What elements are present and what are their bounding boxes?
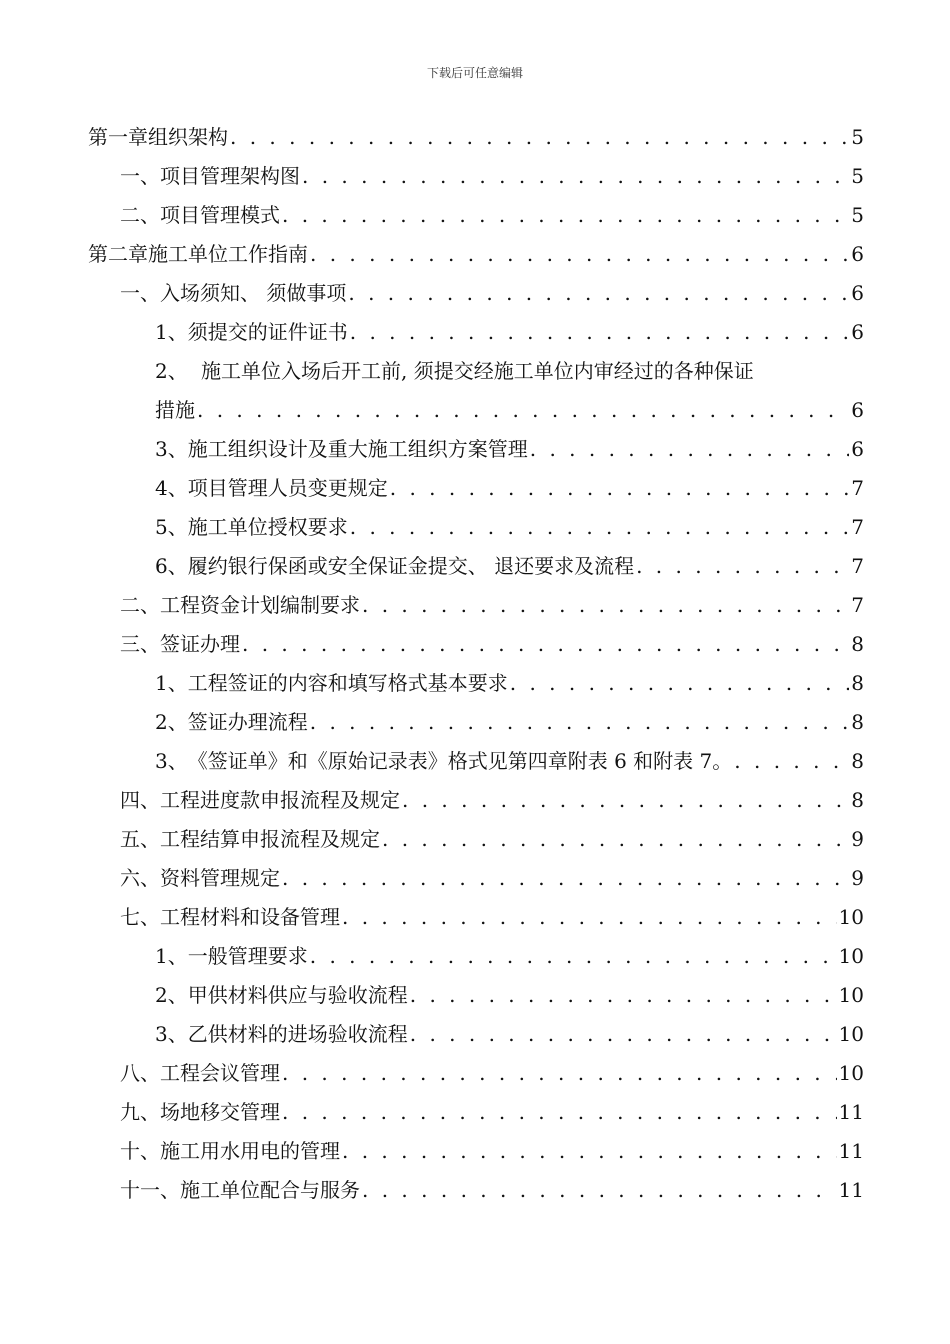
- toc-page-number: 7: [851, 515, 864, 539]
- toc-entry-line: [155, 508, 864, 547]
- toc-dot-leader: [390, 469, 850, 508]
- toc-entry-line: [155, 469, 864, 508]
- toc-dot-leader: [348, 274, 849, 313]
- toc-entry[interactable]: [0, 976, 950, 1015]
- toc-entry[interactable]: [0, 1171, 950, 1210]
- toc-dot-leader: [350, 313, 850, 352]
- toc-page-number: 6: [851, 281, 864, 305]
- toc-page-number: 5: [851, 125, 864, 149]
- toc-page-number: 7: [851, 554, 864, 578]
- toc-entry-number: 1、: [155, 944, 188, 968]
- toc-entry-number: 二、: [120, 593, 160, 617]
- toc-entry-title: 施工单位配合与服务: [180, 1178, 360, 1202]
- toc-entry[interactable]: [0, 235, 950, 274]
- toc-entry-line: [155, 352, 864, 391]
- toc-page-number: 7: [851, 593, 864, 617]
- toc-entry-number: 3、: [155, 749, 188, 773]
- toc-entry-title-continued: 措施: [155, 398, 195, 422]
- toc-entry-line: [120, 781, 864, 820]
- toc-page-number: 11: [838, 1139, 864, 1163]
- toc-entry[interactable]: [0, 352, 950, 391]
- toc-dot-leader: [350, 508, 850, 547]
- toc-dot-leader: [402, 781, 849, 820]
- toc-entry-line: [88, 235, 864, 274]
- toc-dot-leader: [410, 1015, 837, 1054]
- toc-dot-leader: [230, 118, 849, 157]
- toc-page-number: 10: [838, 944, 864, 968]
- toc-entry-title: 工程进度款申报流程及规定: [160, 788, 400, 812]
- toc-entry-title: 资料管理规定: [160, 866, 280, 890]
- toc-dot-leader: [342, 1132, 837, 1171]
- page-header: 下载后可任意编辑: [426, 66, 523, 80]
- toc-entry[interactable]: [0, 547, 950, 586]
- toc-entry-title: 甲供材料供应与验收流程: [187, 983, 408, 1007]
- toc-entry-number: 十、: [120, 1139, 160, 1163]
- toc-entry-number: 五、: [120, 827, 160, 851]
- toc-entry-line: [155, 430, 864, 469]
- toc-entry-line: [120, 820, 864, 859]
- toc-page-number: 11: [838, 1100, 864, 1124]
- toc-page-number: 10: [838, 983, 864, 1007]
- toc-entry-title: 履约银行保函或安全保证金提交、 退还要求及流程: [187, 554, 635, 578]
- toc-entry[interactable]: [0, 196, 950, 235]
- toc-dot-leader: [302, 157, 849, 196]
- toc-entry-line: [120, 274, 864, 313]
- toc-entry-title: 《签证单》和《原始记录表》格式见第四章附表 6 和附表 7。: [187, 749, 733, 773]
- toc-entry[interactable]: [0, 469, 950, 508]
- toc-entry-title: 工程结算申报流程及规定: [160, 827, 380, 851]
- toc-entry-title: 工程资金计划编制要求: [160, 593, 360, 617]
- toc-entry-line: [155, 391, 864, 430]
- toc-entry[interactable]: [0, 664, 950, 703]
- toc-dot-leader: [197, 391, 849, 430]
- toc-dot-leader: [636, 547, 849, 586]
- toc-entry-line: [155, 313, 864, 352]
- toc-entry-number: 六、: [120, 866, 160, 890]
- toc-dot-leader: [310, 235, 849, 274]
- toc-entry[interactable]: [0, 1054, 950, 1093]
- toc-entry-number: 第二章: [88, 242, 148, 266]
- toc-entry-number: 4、: [155, 476, 188, 500]
- toc-entry-number: 5、: [155, 515, 188, 539]
- toc-entry-title: 签证办理流程: [187, 710, 308, 734]
- toc-entry-title: 施工单位入场后开工前, 须提交经施工单位内审经过的各种保证: [201, 359, 754, 383]
- toc-entry-line: [155, 664, 864, 703]
- toc-dot-leader: [530, 430, 850, 469]
- toc-entry-line: [120, 859, 864, 898]
- toc-dot-leader: [342, 898, 837, 937]
- toc-entry[interactable]: [0, 586, 950, 625]
- toc-dot-leader: [362, 1171, 837, 1210]
- toc-entry-line: [88, 118, 864, 157]
- toc-entry-line: [120, 1171, 864, 1210]
- toc-entry[interactable]: [0, 625, 950, 664]
- toc-entry-number: 6、: [155, 554, 188, 578]
- toc-page-number: 6: [851, 437, 864, 461]
- toc-entry-number: 1、: [155, 671, 188, 695]
- toc-entry-title: 场地移交管理: [160, 1100, 280, 1124]
- toc-entry-number: 四、: [120, 788, 160, 812]
- toc-dot-leader: [282, 196, 849, 235]
- toc-entry-number: 八、: [120, 1061, 160, 1085]
- toc-entry-title: 乙供材料的进场验收流程: [187, 1022, 408, 1046]
- toc-dot-leader: [410, 976, 837, 1015]
- toc-entry-number: 第一章: [88, 125, 148, 149]
- toc-page-number: 5: [851, 164, 864, 188]
- toc-page-number: 7: [851, 476, 864, 500]
- toc-entry-title: 施工单位工作指南: [148, 242, 308, 266]
- toc-entry-number: 3、: [155, 1022, 188, 1046]
- toc-entry-line: [155, 547, 864, 586]
- toc-dot-leader: [310, 937, 837, 976]
- toc-entry-title: 施工用水用电的管理: [160, 1139, 340, 1163]
- toc-dot-leader: [362, 586, 849, 625]
- toc-entry-line: [120, 898, 864, 937]
- toc-entry-number: 2、: [155, 710, 188, 734]
- toc-entry[interactable]: [0, 118, 950, 157]
- toc-page-number: 9: [851, 866, 864, 890]
- toc-dot-leader: [282, 1093, 837, 1132]
- toc-page-number: 10: [838, 905, 864, 929]
- toc-page-number: 10: [838, 1061, 864, 1085]
- toc-entry-title: 项目管理人员变更规定: [187, 476, 388, 500]
- toc-entry-line: [155, 937, 864, 976]
- toc-entry[interactable]: [0, 781, 950, 820]
- toc-entry-number: 2、: [155, 359, 188, 383]
- toc-entry-line: [120, 196, 864, 235]
- toc-dot-leader: [242, 625, 849, 664]
- toc-entry[interactable]: [0, 157, 950, 196]
- toc-dot-leader: [382, 820, 849, 859]
- toc-entry-title: 施工单位授权要求: [187, 515, 348, 539]
- toc-page-number: 6: [851, 320, 864, 344]
- toc-entry-title: 须提交的证件证书: [187, 320, 348, 344]
- toc-entry-title: 项目管理架构图: [160, 164, 300, 188]
- toc-entry-title: 签证办理: [160, 632, 240, 656]
- toc-entry[interactable]: [0, 274, 950, 313]
- toc-entry-title: 工程签证的内容和填写格式基本要求: [187, 671, 508, 695]
- toc-entry[interactable]: [0, 742, 950, 781]
- toc-entry-line: [120, 1093, 864, 1132]
- toc-entry-number: 一、: [120, 281, 160, 305]
- toc-entry-number: 三、: [120, 632, 160, 656]
- toc-page-number: 8: [851, 671, 864, 695]
- toc-dot-leader: [310, 703, 850, 742]
- toc-entry[interactable]: [0, 1132, 950, 1171]
- toc-entry-title: 入场须知、 须做事项: [160, 281, 347, 305]
- toc-entry-number: 1、: [155, 320, 188, 344]
- table-of-contents: [0, 118, 950, 1210]
- toc-page-number: 8: [851, 632, 864, 656]
- toc-dot-leader: [282, 1054, 837, 1093]
- toc-dot-leader: [734, 742, 849, 781]
- toc-entry[interactable]: [0, 430, 950, 469]
- toc-entry-number: 二、: [120, 203, 160, 227]
- toc-entry[interactable]: [0, 1093, 950, 1132]
- toc-page-number: 6: [851, 242, 864, 266]
- toc-entry-title: 施工组织设计及重大施工组织方案管理: [187, 437, 528, 461]
- toc-page-number: 11: [838, 1178, 864, 1202]
- toc-entry[interactable]: [0, 898, 950, 937]
- toc-page-number: 10: [838, 1022, 864, 1046]
- toc-entry-line: [120, 1132, 864, 1171]
- toc-entry-line: [155, 742, 864, 781]
- toc-entry-title: 工程会议管理: [160, 1061, 280, 1085]
- toc-page-number: 5: [851, 203, 864, 227]
- toc-entry-number: 七、: [120, 905, 160, 929]
- toc-entry-continuation[interactable]: [0, 391, 950, 430]
- toc-entry-line: [120, 586, 864, 625]
- toc-entry[interactable]: [0, 1015, 950, 1054]
- toc-entry[interactable]: [0, 820, 950, 859]
- toc-entry-number: 3、: [155, 437, 188, 461]
- toc-entry[interactable]: [0, 703, 950, 742]
- toc-entry-title: 项目管理模式: [160, 203, 280, 227]
- toc-entry-line: [155, 976, 864, 1015]
- toc-dot-leader: [510, 664, 850, 703]
- toc-entry-title: 组织架构: [148, 125, 228, 149]
- toc-entry-line: [120, 625, 864, 664]
- toc-entry[interactable]: [0, 508, 950, 547]
- toc-page-number: 8: [851, 749, 864, 773]
- toc-entry-number: 九、: [120, 1100, 160, 1124]
- toc-entry-title: 一般管理要求: [187, 944, 308, 968]
- toc-entry-number: 一、: [120, 164, 160, 188]
- toc-entry-line: [155, 1015, 864, 1054]
- toc-entry[interactable]: [0, 937, 950, 976]
- toc-page-number: 6: [851, 398, 864, 422]
- toc-entry-line: [155, 703, 864, 742]
- toc-page-number: 9: [851, 827, 864, 851]
- toc-entry-number: 十一、: [120, 1178, 180, 1202]
- toc-page-number: 8: [851, 788, 864, 812]
- toc-entry-line: [120, 157, 864, 196]
- toc-entry-number: 2、: [155, 983, 188, 1007]
- toc-entry-title: 工程材料和设备管理: [160, 905, 340, 929]
- toc-dot-leader: [282, 859, 849, 898]
- toc-entry[interactable]: [0, 313, 950, 352]
- toc-entry-line: [120, 1054, 864, 1093]
- toc-page-number: 8: [851, 710, 864, 734]
- toc-entry[interactable]: [0, 859, 950, 898]
